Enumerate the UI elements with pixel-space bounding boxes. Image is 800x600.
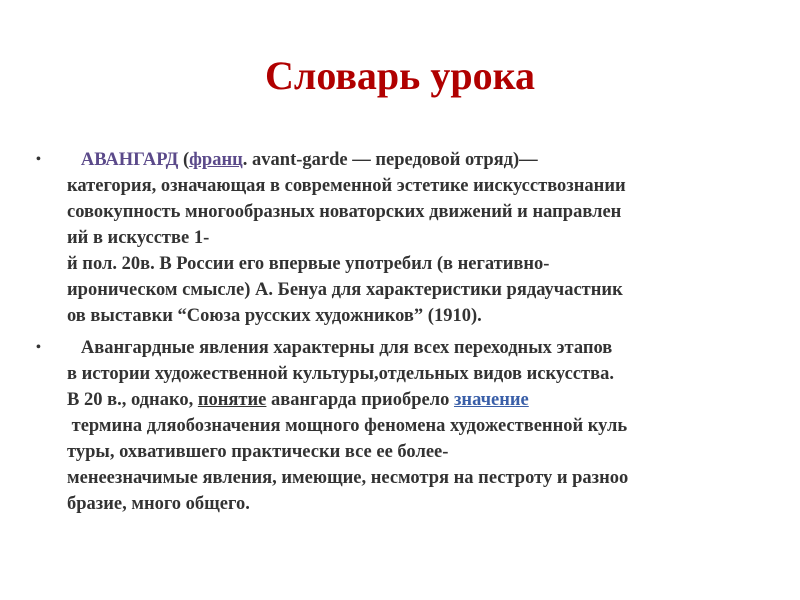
open-paren: ( [178,150,190,170]
text-line: в истории художественной культуры,отдельных видов искусства. [67,364,614,384]
term-avangard: АВАНГАРД [80,150,179,170]
text-line: туры, охватившего практически все ее более- [67,442,449,462]
text-line: бразие, много общего. [67,494,250,514]
text-line: ироническом смысле) А. Бенуа для характеристики рядаучастник [67,280,623,300]
text-line [67,387,780,413]
slide-title: Словарь урока [264,53,536,98]
bullet-dot: • [36,340,41,355]
text-line: Авангардные явления характерны для всех переходных этапов [67,338,613,358]
bullet-list [0,147,800,523]
lead-space [67,150,81,170]
link-ponyatie[interactable]: понятие [197,390,267,410]
text-line: й пол. 20в. В России его впервые употребил (в негативно- [67,254,550,274]
text-line: менеезначимые явления, имеющие, несмотря на пестроту и разноо [67,468,629,488]
bullet-dot: • [36,152,41,167]
text-line [67,147,780,173]
text-segment: авангарда приобрело [266,390,454,410]
text-line: ов выставки “Союза русских художников” (1910). [67,306,482,326]
text-line: ий в искусстве 1- [67,228,210,248]
bullet-item-avant-garde-definition [0,147,800,329]
text-segment: В 20 в., однако, [67,390,198,410]
link-znachenie[interactable]: значение [453,390,529,410]
bullet-item-avant-garde-phenomena [0,335,800,517]
text-line: совокупность многообразных новаторских движений и направлен [67,202,622,222]
text-line: термина дляобозначения мощного феномена художественной куль [67,416,628,436]
text-segment: . avant-garde — передовой отряд)— [242,150,538,170]
text-line: категория, означающая в современной эстетике иискусствознании [67,176,626,196]
link-franc[interactable]: франц [189,150,243,170]
